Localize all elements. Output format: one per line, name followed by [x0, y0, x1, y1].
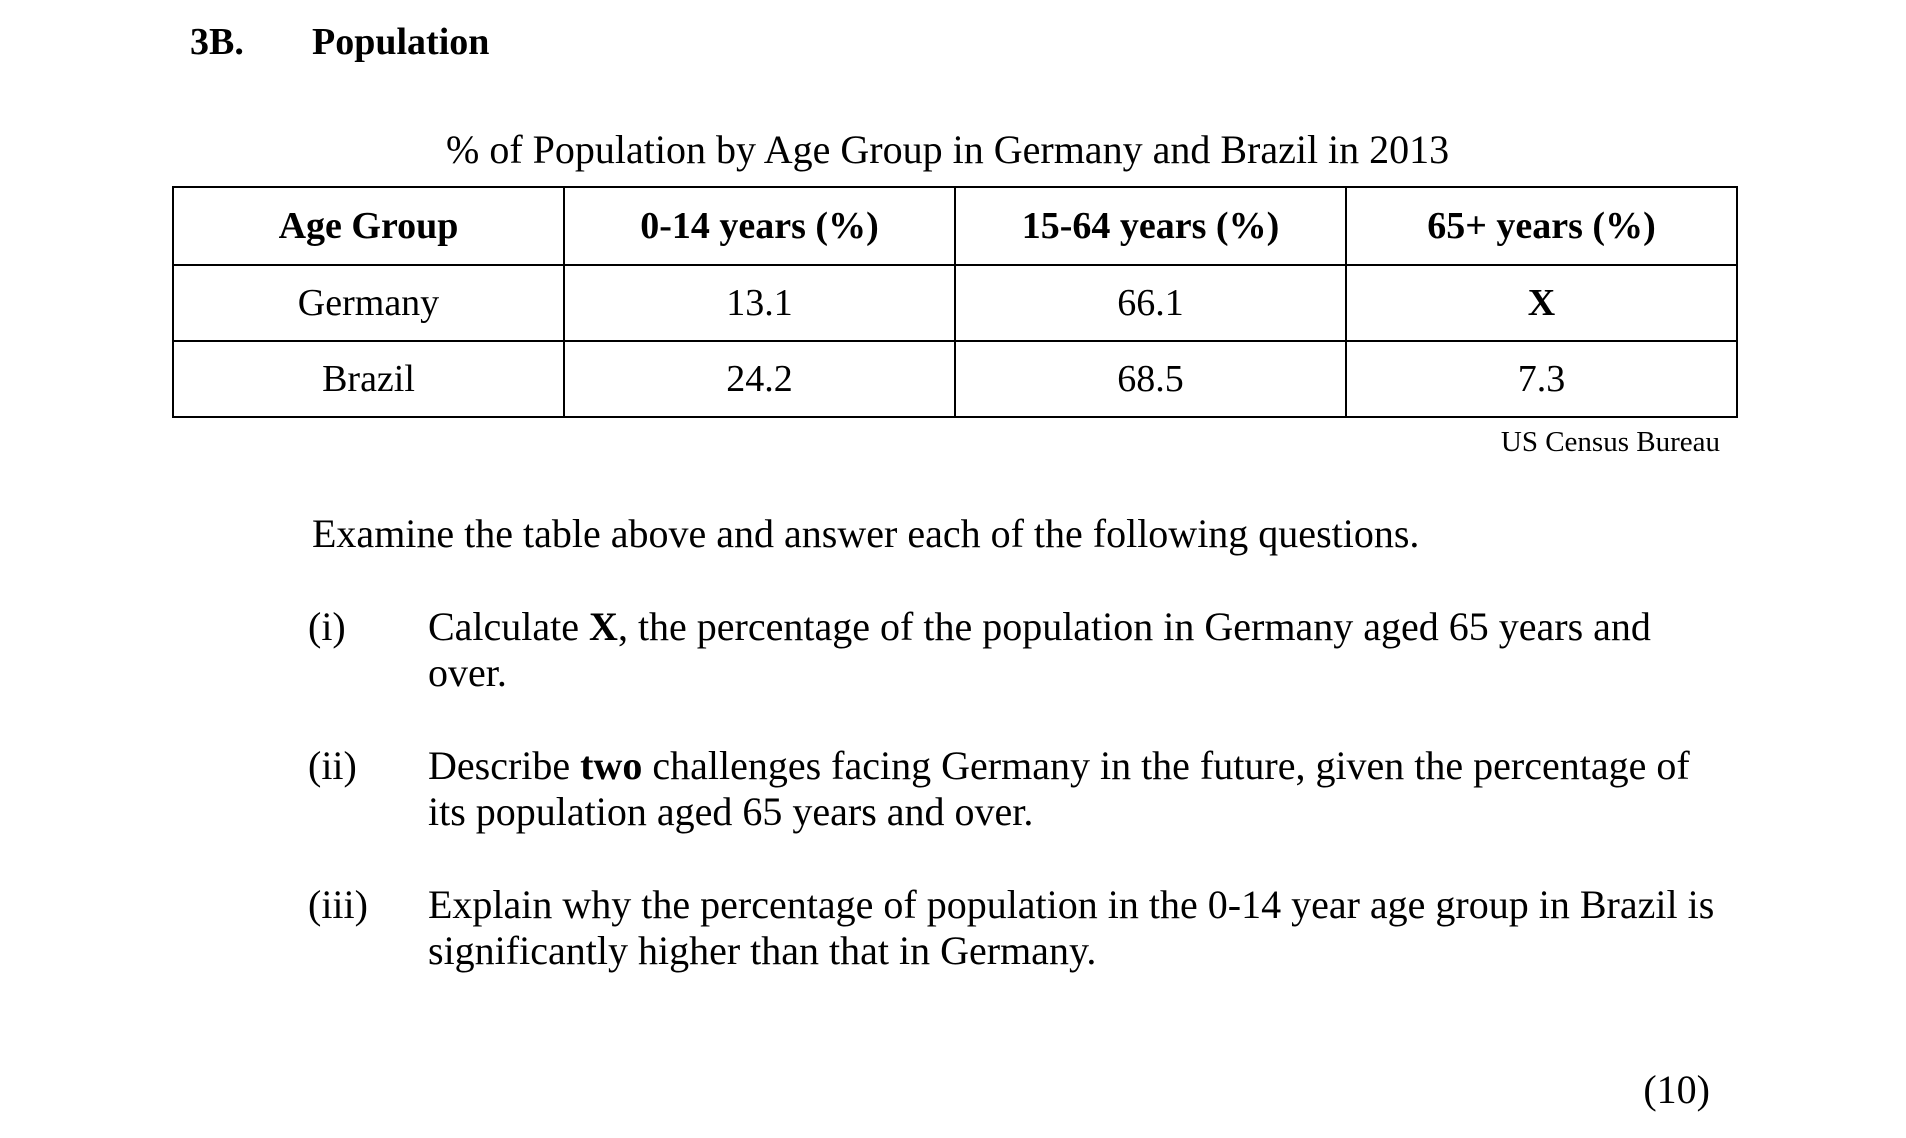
population-table	[172, 186, 1738, 418]
question-text-emphasis: X	[589, 604, 618, 649]
instruction-text: Examine the table above and answer each of the following questions.	[312, 511, 1420, 556]
table-row	[173, 265, 1737, 341]
question-text-part: , the percentage of the population in Germany aged 65 years and over.	[428, 604, 1651, 695]
cell-country: Brazil	[173, 341, 564, 417]
cell-15-64: 68.5	[955, 341, 1346, 417]
table-header-row	[173, 187, 1737, 265]
cell-65-plus: X	[1346, 265, 1737, 341]
section-title: Population	[312, 21, 490, 63]
question-text-part: Explain why the percentage of population in the 0-14 year age group in Brazil is significantly higher than that in Germany.	[428, 882, 1715, 973]
cell-0-14: 24.2	[564, 341, 955, 417]
question-number: (iii)	[308, 882, 368, 927]
question-text-part: challenges facing Germany in the future, given the percentage of its population aged 65 years and over.	[428, 743, 1690, 834]
question-text-part: Calculate	[428, 604, 590, 649]
cell-15-64: 66.1	[955, 265, 1346, 341]
column-header-15-64: 15-64 years (%)	[955, 187, 1346, 265]
question-text	[428, 743, 1728, 835]
cell-0-14: 13.1	[564, 265, 955, 341]
marks-label: (10)	[1643, 1067, 1710, 1112]
cell-65-plus: 7.3	[1346, 341, 1737, 417]
column-header-age-group: Age Group	[173, 187, 564, 265]
question-number: (i)	[308, 604, 346, 649]
cell-country: Germany	[173, 265, 564, 341]
question-text-emphasis: two	[580, 743, 643, 788]
question-number: (ii)	[308, 743, 357, 788]
question-text-part: Describe	[428, 743, 581, 788]
table-source: US Census Bureau	[1500, 426, 1720, 458]
section-number: 3B.	[190, 21, 244, 63]
table-caption: % of Population by Age Group in Germany and Brazil in 2013	[446, 127, 1450, 172]
table-row	[173, 341, 1737, 417]
column-header-0-14: 0-14 years (%)	[564, 187, 955, 265]
question-text	[428, 882, 1728, 974]
column-header-65-plus: 65+ years (%)	[1346, 187, 1737, 265]
question-text	[428, 604, 1728, 696]
